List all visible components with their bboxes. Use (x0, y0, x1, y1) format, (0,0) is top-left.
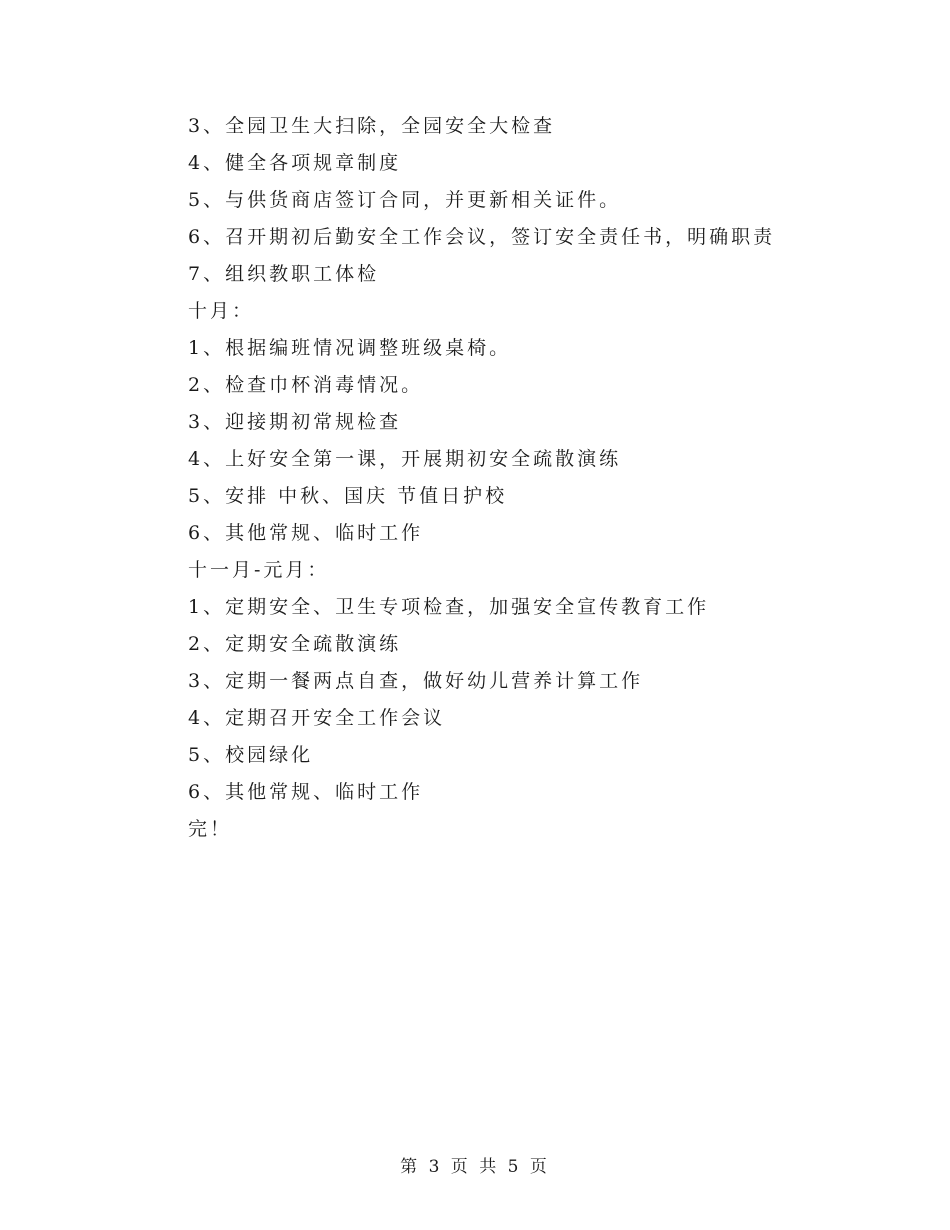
text-line: 2、定期安全疏散演练 (188, 633, 402, 655)
text-line: 2、检查巾杯消毒情况。 (188, 374, 424, 396)
text-line: 5、校园绿化 (188, 744, 314, 766)
text-line: 4、健全各项规章制度 (188, 152, 402, 174)
text-line: 3、定期一餐两点自查，做好幼儿营养计算工作 (188, 670, 644, 692)
text-line: 1、根据编班情况调整班级桌椅。 (188, 337, 512, 359)
text-line: 5、安排 中秋、国庆 节值日护校 (188, 485, 508, 507)
text-line: 6、召开期初后勤安全工作会议，签订安全责任书，明确职责 (188, 226, 776, 248)
page-footer: 第 3 页 共 5 页 (400, 1157, 550, 1177)
text-line: 3、全园卫生大扫除，全园安全大检查 (188, 115, 556, 137)
end-mark: 完！ (188, 818, 233, 840)
text-line: 5、与供货商店签订合同，并更新相关证件。 (188, 189, 622, 211)
text-line: 7、组织教职工体检 (188, 263, 380, 285)
text-line: 1、定期安全、卫生专项检查，加强安全宣传教育工作 (188, 596, 710, 618)
text-line: 6、其他常规、临时工作 (188, 522, 424, 544)
text-line: 4、定期召开安全工作会议 (188, 707, 446, 729)
text-line: 3、迎接期初常规检查 (188, 411, 402, 433)
text-line: 4、上好安全第一课，开展期初安全疏散演练 (188, 448, 622, 470)
document-body (188, 108, 788, 848)
text-line: 6、其他常规、临时工作 (188, 781, 424, 803)
section-heading: 十月： (188, 300, 255, 322)
section-heading: 十一月-元月： (188, 559, 330, 581)
